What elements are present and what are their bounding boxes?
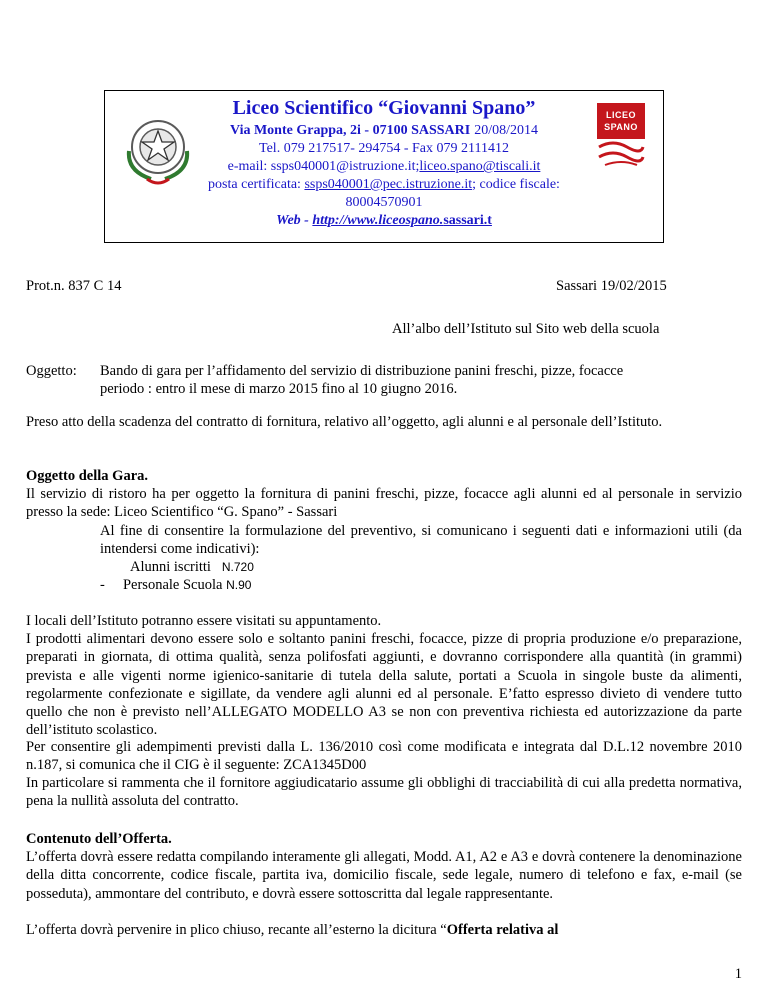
place-date: Sassari 19/02/2015 [556,278,667,294]
section-title-offerta: Contenuto dell’Offerta. [26,831,172,847]
web-link-main: http://www.liceospano. [312,213,444,228]
school-name: Liceo Scientifico “Giovanni Spano” [232,97,536,119]
liceo-spano-logo [597,103,645,175]
school-web-row [105,213,663,229]
school-address-row [105,123,663,139]
staff-label: Personale Scuola [122,577,223,593]
subject-line-1: Bando di gara per l’affidamento del servizio di distribuzione panini freschi, pizze, focacce [100,363,624,379]
letterhead [104,90,664,243]
staff-row [100,576,251,594]
web-prefix: Web - [276,213,313,228]
law-paragraph: Per consentire gli adempimenti previsti dalla L. 136/2010 così come modificata e integrata dal D.L.12 novembre 2010 n.187, si comunica che il CIG è il seguente: ZCA1345D00 [26,739,742,774]
school-phones: Tel. 079 217517- 294754 - Fax 079 2111412 [259,141,509,156]
overlay-date: 20/08/2014 [474,123,538,138]
section-offerta-closing [26,921,742,939]
section-gara-text: Il servizio di ristoro ha per oggetto la fornitura di panini freschi, pizze, focacce agli alunni ed al personale in servizio presso la sede: Liceo Scientifico “G. Spano” - Sassari [26,486,742,521]
section-offerta-text: L’offerta dovrà essere redatta compilando interamente gli allegati, Modd. A1, A2 e A3 e dovrà contenere la denominazione della ditta concorrente, codice fiscale, partita iva, domicilio fiscale, sede legale, numero di telefono e fax, e-mail (se posseduta), ammontare del contributo, e dovrà essere sottoscritta dal legale rappresentante. [26,849,742,902]
tax-code: 80004570901 [345,195,423,210]
web-link[interactable] [312,213,492,228]
protocol-number: Prot.n. 837 C 14 [26,278,122,294]
logo-box [597,103,645,139]
visit-paragraph: I locali dell’Istituto potranno essere visitati su appuntamento. [26,613,382,629]
closing-text: L’offerta dovrà pervenire in plico chiuso, recante all’esterno la dicitura “ [26,922,447,938]
section-title-gara: Oggetto della Gara. [26,468,149,484]
products-paragraph: I prodotti alimentari devono essere solo e soltanto panini freschi, focacce, pizze di propria produzione e/o preparazione, preparati in giornata, di ottima qualità, senza polifosfati aggiunti, e dovranno corrispondere alla quantità (in grammi) prevista e alle vigenti norme igienico-sanitarie di tutela della salute, portati a Scuola in singole buste da alimenti, regolarmente confezionate e sigillate, da vendere agli alunni ed al personale. E’fatto espresso divieto di vendere tutto quello che non è previsto nell’ALLEGATO MODELLO A3 se non con preventiva richiesta ed autorizzazione da parte dell’istituto scolastico. [26,631,742,739]
web-link-tail: sassari.t [443,213,492,228]
pec-prefix: posta certificata: [208,177,305,192]
subject-label: Oggetto: [26,363,77,379]
staff-dash: - [100,577,105,593]
section-gara-indent-text: Al fine di consentire la formulazione del preventivo, si comunicano i seguenti dati e informazioni utili (da intendersi come indicativi): [100,523,742,558]
students-value: N.720 [221,560,254,574]
email-link[interactable]: liceo.spano@tiscali.it [419,159,541,174]
logo-wave-icon [597,139,645,169]
staff-value: N.90 [226,578,252,592]
recipient: All’albo dell’Istituto sul Sito web della scuola [392,321,660,337]
students-label: Alunni iscritti [130,559,211,575]
school-pec-row [105,177,663,193]
page-number: 1 [734,966,742,982]
school-email-row [105,159,663,175]
logo-text-2: SPANO [604,122,638,132]
traceability-paragraph: In particolare si rammenta che il fornitore aggiudicatario assume gli obblighi di tracciabilità di cui alla predetta normativa, pena la nullità assoluta del contratto. [26,775,742,810]
pec-suffix: ; codice fiscale: [472,177,560,192]
subject-line-2: periodo : entro il mese di marzo 2015 fino al 10 giugno 2016. [100,381,458,397]
email-prefix: e-mail: ssps040001@istruzione.it; [227,159,420,174]
school-address: Via Monte Grappa, 2i - 07100 SASSARI [229,123,471,138]
logo-text-1: LICEO [605,110,636,120]
intro-paragraph: Preso atto della scadenza del contratto di fornitura, relativo all’oggetto, agli alunni e al personale dell’Istituto. [26,414,663,430]
closing-bold: Offerta relativa al [446,922,559,938]
pec-link[interactable]: ssps040001@pec.istruzione.it [304,177,473,192]
students-row [130,558,254,576]
